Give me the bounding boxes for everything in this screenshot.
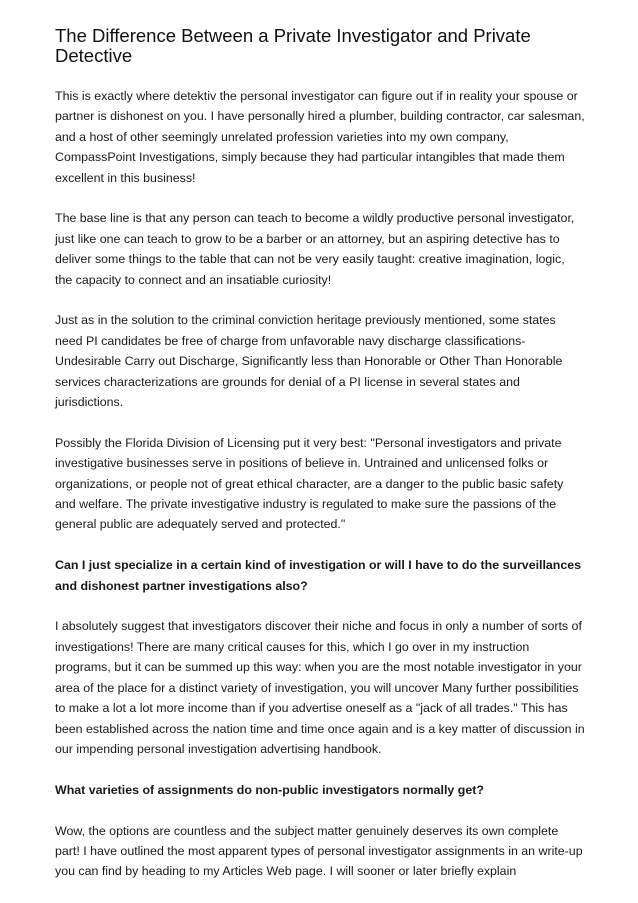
document-body — [55, 86, 585, 882]
section-heading: What varieties of assignments do non-public investigators normally get? — [55, 782, 484, 797]
paragraph: Wow, the options are countless and the subject matter genuinely deserves its own complete part! I have outlined the most apparent types of personal investigator assignments in an write-up you can find by heading to my Articles Web page. I will sooner or later briefly explain — [55, 823, 583, 879]
paragraph: Just as in the solution to the criminal conviction heritage previously mentioned, some states need PI candidates be free of charge from unfavorable navy discharge classifications- Undesirable Carry out Discharge, Significantly less than Honorable or Other Than Honorable services characterizations are grounds for denial of a PI license in several states and jurisdictions. — [55, 313, 563, 410]
section-heading: Can I just specialize in a certain kind of investigation or will I have to do the surveillances and dishonest partner investigations also? — [55, 558, 582, 593]
paragraph: This is exactly where detektiv the personal investigator can figure out if in reality your spouse or partner is dishonest on you. I have personally hired a plumber, building contractor, car salesman, and a host of other seemingly unrelated profession varieties into my own company, CompassPoint Investigations, simply because they had particular intangibles that made them excellent in this business! — [55, 89, 585, 185]
paragraph: I absolutely suggest that investigators discover their niche and focus in only a number of sorts of investigations! There are many critical causes for this, which I go over in my instruction programs, but it can be summed up this way: when you are the most notable investigator in your area of the place for a distinct variety of investigation, you will uncover Many further possibilities to make a lot a lot more income than if you advertise oneself as a "jack of all trades." This has been established across the nation time and time once again and is a key matter of discussion in our impending personal investigation advertising handbook. — [55, 619, 585, 756]
paragraph: The base line is that any person can teach to become a wildly productive personal investigator, just like one can teach to grow to be a barber or an attorney, but an aspiring detective has to deliver some things to the table that can not be very easily taught: creative imagination, logic, the capacity to connect and an insatiable curiosity! — [55, 211, 575, 287]
paragraph: Possibly the Florida Division of Licensing put it very best: "Personal investigators and private investigative businesses serve in positions of believe in. Untrained and unlicensed folks or organizations, or people not of great ethical character, are a danger to the public basic safety and welfare. The private investigative industry is regulated to make sure the passions of the general public are adequately served and protected." — [55, 435, 564, 532]
document-page — [55, 26, 585, 902]
document-title: The Difference Between a Private Investigator and Private Detective — [55, 25, 531, 66]
